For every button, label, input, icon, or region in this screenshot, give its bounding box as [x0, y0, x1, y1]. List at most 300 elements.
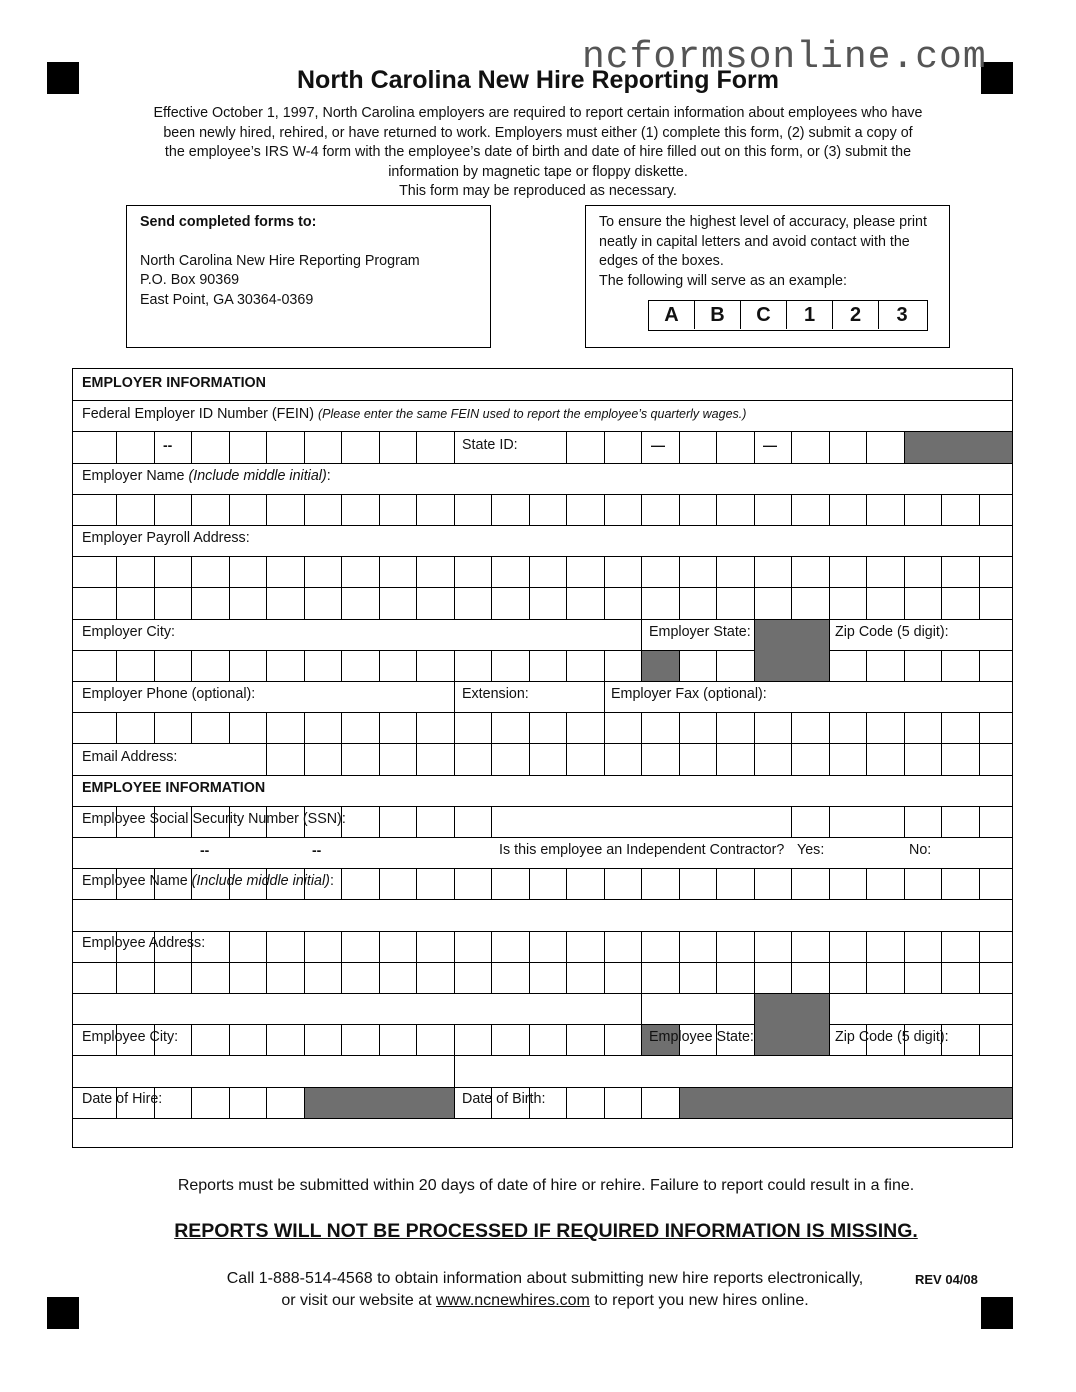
- grid-cell-divider: [941, 806, 942, 837]
- grid-cell-divider: [829, 494, 830, 525]
- grid-cell-divider: [379, 650, 380, 681]
- fein-note: (Please enter the same FEIN used to report the employee’s quarterly wages.): [317, 407, 747, 421]
- grid-cell-divider: [641, 494, 642, 525]
- grid-cell-divider: [304, 712, 305, 743]
- ssn-dash: --: [200, 842, 210, 858]
- grid-cell-divider: [679, 931, 680, 962]
- grid-line: [73, 1055, 1012, 1056]
- email-label: Email Address:: [82, 749, 178, 765]
- grid-cell-divider: [566, 868, 567, 899]
- grid-line: [73, 587, 1012, 588]
- grid-line: [73, 650, 1012, 651]
- grid-cell-divider: [529, 650, 530, 681]
- intro-line: information by magnetic tape or floppy diskette.: [388, 163, 688, 180]
- grid-cell-divider: [979, 806, 980, 837]
- form-title: North Carolina New Hire Reporting Form: [297, 66, 779, 94]
- grid-cell-divider: [566, 743, 567, 774]
- grid-cell-divider: [341, 931, 342, 962]
- grid-cell-divider: [941, 650, 942, 681]
- grid-line: [73, 1118, 1012, 1119]
- registration-mark-bottom-left: [47, 1297, 79, 1329]
- grid-cell-divider: [941, 494, 942, 525]
- missing-info-warning: REPORTS WILL NOT BE PROCESSED IF REQUIRED INFORMATION IS MISSING.: [174, 1220, 918, 1242]
- grid-cell-divider: [904, 712, 905, 743]
- grid-cell-divider: [716, 931, 717, 962]
- grid-cell-divider: [679, 494, 680, 525]
- grid-cell-divider: [454, 962, 455, 993]
- grid-cell-divider: [679, 650, 680, 681]
- grid-cell-divider: [904, 806, 905, 837]
- extension-label: Extension:: [462, 686, 529, 702]
- grid-cell-divider: [754, 868, 755, 899]
- grid-cell-divider: [229, 962, 230, 993]
- fein-dash: --: [163, 437, 173, 453]
- grid-cell-divider: [116, 650, 117, 681]
- ssn-dash: --: [312, 842, 322, 858]
- grid-cell-divider: [716, 743, 717, 774]
- grid-cell-divider: [304, 1024, 305, 1055]
- grid-cell-divider: [229, 931, 230, 962]
- grid-cell-divider: [341, 556, 342, 587]
- website-link[interactable]: www.ncnewhires.com: [436, 1292, 590, 1309]
- grid-cell-divider: [979, 712, 980, 743]
- grid-section-divider: [604, 681, 605, 712]
- grid-cell-divider: [941, 743, 942, 774]
- grid-cell-divider: [416, 743, 417, 774]
- grid-cell-divider: [641, 743, 642, 774]
- grid-line: [73, 899, 1012, 900]
- grid-cell-divider: [266, 650, 267, 681]
- grid-cell-divider: [716, 650, 717, 681]
- grid-line: [73, 681, 1012, 682]
- example-boxes: [648, 300, 928, 331]
- grid-cell-divider: [604, 431, 605, 462]
- grid-cell-divider: [866, 868, 867, 899]
- grid-cell-divider: [229, 431, 230, 462]
- grid-cell-divider: [116, 962, 117, 993]
- grid-cell-divider: [191, 494, 192, 525]
- grid-cell-divider: [116, 431, 117, 462]
- grid-cell-divider: [866, 494, 867, 525]
- grid-cell-divider: [904, 743, 905, 774]
- grid-cell-divider: [566, 962, 567, 993]
- grid-cell-divider: [379, 743, 380, 774]
- grid-cell-divider: [266, 587, 267, 618]
- grid-line: [73, 712, 1012, 713]
- grid-cell-divider: [416, 712, 417, 743]
- grid-cell-divider: [679, 868, 680, 899]
- grid-cell-divider: [566, 587, 567, 618]
- grid-cell-divider: [416, 494, 417, 525]
- grid-cell-divider: [229, 587, 230, 618]
- grid-cell-divider: [641, 712, 642, 743]
- grid-line: [73, 743, 1012, 744]
- grid-cell-divider: [454, 1087, 455, 1118]
- grid-cell-divider: [829, 431, 830, 462]
- grid-line: [73, 931, 1012, 932]
- grid-cell-divider: [904, 556, 905, 587]
- grid-cell-divider: [566, 931, 567, 962]
- grid-cell-divider: [379, 712, 380, 743]
- contractor-no-label: No:: [909, 842, 932, 858]
- example-char: A: [649, 301, 695, 329]
- grid-cell-divider: [304, 650, 305, 681]
- grid-cell-divider: [791, 431, 792, 462]
- grid-cell-divider: [791, 712, 792, 743]
- grid-cell-divider: [154, 431, 155, 462]
- grid-cell-divider: [266, 1024, 267, 1055]
- deadline-notice: Reports must be submitted within 20 days of date of hire or rehire. Failure to report could result in a fine.: [177, 1177, 915, 1194]
- grid-cell-divider: [304, 931, 305, 962]
- grid-cell-divider: [454, 650, 455, 681]
- grid-cell-divider: [416, 1024, 417, 1055]
- grid-cell-divider: [416, 650, 417, 681]
- grid-cell-divider: [604, 712, 605, 743]
- grid-cell-divider: [491, 712, 492, 743]
- grid-cell-divider: [154, 494, 155, 525]
- grid-cell-divider: [229, 1024, 230, 1055]
- grid-cell-divider: [716, 431, 717, 462]
- grid-cell-divider: [416, 868, 417, 899]
- grid-cell-divider: [191, 431, 192, 462]
- grid-cell-divider: [604, 556, 605, 587]
- employee-name-label: Employee Name (Include middle initial):: [82, 873, 334, 889]
- grid-cell-divider: [379, 868, 380, 899]
- grid-section-divider: [454, 681, 455, 712]
- grid-cell-divider: [266, 743, 267, 774]
- grid-cell-divider: [229, 712, 230, 743]
- grid-cell-divider: [754, 931, 755, 962]
- grid-cell-divider: [754, 556, 755, 587]
- grid-cell-divider: [604, 587, 605, 618]
- grid-cell-divider: [904, 587, 905, 618]
- grid-cell-divider: [979, 1024, 980, 1055]
- employer-state-label: Employer State:: [649, 624, 751, 640]
- grid-cell-divider: [566, 556, 567, 587]
- grid-cell-divider: [529, 931, 530, 962]
- grid-cell-divider: [904, 962, 905, 993]
- grid-cell-divider: [341, 962, 342, 993]
- grid-cell-divider: [904, 868, 905, 899]
- grid-cell-divider: [679, 587, 680, 618]
- grid-cell-divider: [791, 806, 792, 837]
- grid-section-divider: [829, 619, 830, 650]
- grid-line: [73, 837, 1012, 838]
- grid-cell-divider: [716, 556, 717, 587]
- date-of-hire-label: Date of Hire:: [82, 1091, 163, 1107]
- grid-cell-divider: [416, 431, 417, 462]
- grid-cell-divider: [154, 712, 155, 743]
- grid-cell-divider: [116, 556, 117, 587]
- employer-info-header: EMPLOYER INFORMATION: [82, 375, 267, 391]
- grid-cell-divider: [979, 494, 980, 525]
- grid-cell-divider: [154, 650, 155, 681]
- grid-cell-divider: [941, 931, 942, 962]
- grid-cell-divider: [791, 743, 792, 774]
- employer-city-label: Employer City:: [82, 624, 175, 640]
- grid-cell-divider: [454, 743, 455, 774]
- grid-cell-divider: [604, 931, 605, 962]
- grid-cell-divider: [941, 712, 942, 743]
- employee-info-header: EMPLOYEE INFORMATION: [82, 780, 266, 796]
- employer-payroll-address-label: Employer Payroll Address:: [82, 530, 250, 546]
- grid-cell-divider: [379, 1024, 380, 1055]
- grid-cell-divider: [191, 962, 192, 993]
- grid-cell-divider: [154, 587, 155, 618]
- grid-cell-divider: [941, 556, 942, 587]
- grid-cell-divider: [229, 650, 230, 681]
- grid-cell-divider: [866, 743, 867, 774]
- grid-line: [73, 619, 1012, 620]
- grid-cell-divider: [754, 431, 755, 462]
- accuracy-text-line: edges of the boxes.: [599, 253, 724, 269]
- grid-cell-divider: [116, 712, 117, 743]
- grid-cell-divider: [116, 494, 117, 525]
- state-id-dash: —: [651, 437, 665, 453]
- new-hire-form: [72, 368, 1013, 1148]
- grid-cell-divider: [679, 431, 680, 462]
- grid-cell-divider: [416, 962, 417, 993]
- grid-cell-divider: [454, 431, 455, 462]
- grid-cell-divider: [641, 431, 642, 462]
- visit-line: or visit our website at www.ncnewhires.com to report you new hires online.: [281, 1292, 809, 1309]
- grid-cell-divider: [716, 712, 717, 743]
- grid-cell-divider: [304, 431, 305, 462]
- grid-cell-divider: [641, 962, 642, 993]
- grid-cell-divider: [529, 868, 530, 899]
- contact-info: [200, 1268, 890, 1312]
- grid-cell-divider: [754, 743, 755, 774]
- ssn-label: Employee Social Security Number (SSN):: [82, 811, 346, 827]
- grid-cell-divider: [716, 962, 717, 993]
- grid-section-divider: [641, 993, 642, 1024]
- grid-cell-divider: [379, 587, 380, 618]
- intro-line: the employee’s IRS W-4 form with the employee’s date of birth and date of hire filled out on this form, or (3) submit the: [164, 144, 912, 160]
- grid-cell-divider: [154, 556, 155, 587]
- grid-cell-divider: [604, 962, 605, 993]
- grid-cell-divider: [641, 1087, 642, 1118]
- state-id-label: State ID:: [462, 437, 518, 453]
- grid-cell-divider: [566, 494, 567, 525]
- grid-cell-divider: [454, 587, 455, 618]
- grid-cell-divider: [229, 556, 230, 587]
- grid-cell-divider: [379, 494, 380, 525]
- grid-cell-divider: [866, 587, 867, 618]
- grid-cell-divider: [229, 494, 230, 525]
- grid-cell-divider: [116, 587, 117, 618]
- grid-cell-divider: [791, 494, 792, 525]
- grid-cell-divider: [641, 931, 642, 962]
- grid-line: [73, 494, 1012, 495]
- grid-cell-divider: [154, 962, 155, 993]
- shaded-cell: [642, 651, 679, 681]
- grid-cell-divider: [341, 743, 342, 774]
- grid-cell-divider: [566, 1024, 567, 1055]
- grid-cell-divider: [979, 743, 980, 774]
- grid-cell-divider: [866, 712, 867, 743]
- grid-cell-divider: [491, 650, 492, 681]
- grid-section-divider: [829, 993, 830, 1024]
- grid-cell-divider: [829, 556, 830, 587]
- grid-cell-divider: [491, 556, 492, 587]
- grid-cell-divider: [866, 431, 867, 462]
- grid-cell-divider: [191, 650, 192, 681]
- grid-cell-divider: [604, 650, 605, 681]
- grid-cell-divider: [716, 868, 717, 899]
- grid-line: [73, 868, 1012, 869]
- grid-line: [73, 775, 1012, 776]
- grid-cell-divider: [904, 931, 905, 962]
- grid-cell-divider: [379, 556, 380, 587]
- grid-cell-divider: [641, 868, 642, 899]
- grid-cell-divider: [791, 587, 792, 618]
- grid-cell-divider: [566, 712, 567, 743]
- example-char: 1: [787, 301, 833, 329]
- grid-cell-divider: [454, 806, 455, 837]
- grid-cell-divider: [266, 556, 267, 587]
- call-line: Call 1-888-514-4568 to obtain information about submitting new hire reports electronically,: [226, 1270, 864, 1287]
- grid-cell-divider: [191, 712, 192, 743]
- grid-cell-divider: [491, 743, 492, 774]
- grid-cell-divider: [941, 587, 942, 618]
- grid-cell-divider: [941, 962, 942, 993]
- grid-cell-divider: [491, 962, 492, 993]
- grid-cell-divider: [979, 587, 980, 618]
- grid-section-divider: [454, 1055, 455, 1086]
- grid-cell-divider: [379, 431, 380, 462]
- grid-cell-divider: [266, 494, 267, 525]
- grid-section-divider: [641, 619, 642, 650]
- grid-cell-divider: [604, 1087, 605, 1118]
- date-of-birth-label: Date of Birth:: [462, 1091, 546, 1107]
- employer-zip-label: Zip Code (5 digit):: [835, 624, 949, 640]
- grid-cell-divider: [341, 431, 342, 462]
- grid-cell-divider: [679, 556, 680, 587]
- grid-cell-divider: [341, 587, 342, 618]
- grid-line: [73, 463, 1012, 464]
- contractor-yes-label: Yes:: [797, 842, 825, 858]
- grid-cell-divider: [604, 494, 605, 525]
- grid-cell-divider: [941, 868, 942, 899]
- grid-cell-divider: [566, 650, 567, 681]
- grid-cell-divider: [341, 712, 342, 743]
- accuracy-text-line: The following will serve as an example:: [599, 272, 847, 289]
- accuracy-text-line: neatly in capital letters and avoid contact with the: [599, 233, 910, 250]
- intro-line: This form may be reproduced as necessary.: [399, 183, 677, 199]
- intro-text: [150, 104, 926, 202]
- grid-cell-divider: [529, 962, 530, 993]
- grid-cell-divider: [791, 931, 792, 962]
- state-id-dash: —: [763, 437, 777, 453]
- grid-cell-divider: [866, 650, 867, 681]
- grid-cell-divider: [866, 962, 867, 993]
- grid-cell-divider: [529, 712, 530, 743]
- grid-cell-divider: [529, 1024, 530, 1055]
- grid-cell-divider: [191, 587, 192, 618]
- intro-line: been newly hired, rehired, or have returned to work. Employers must either (1) complete this form, (2) submit a copy of: [163, 124, 913, 141]
- grid-cell-divider: [791, 556, 792, 587]
- grid-cell-divider: [641, 587, 642, 618]
- grid-cell-divider: [716, 587, 717, 618]
- grid-cell-divider: [641, 556, 642, 587]
- grid-cell-divider: [529, 743, 530, 774]
- accuracy-text-line: To ensure the highest level of accuracy, please print: [599, 214, 927, 230]
- grid-cell-divider: [304, 587, 305, 618]
- grid-cell-divider: [529, 556, 530, 587]
- grid-cell-divider: [454, 494, 455, 525]
- grid-cell-divider: [266, 962, 267, 993]
- grid-cell-divider: [791, 868, 792, 899]
- grid-cell-divider: [491, 587, 492, 618]
- grid-cell-divider: [229, 1087, 230, 1118]
- grid-line: [73, 1024, 1012, 1025]
- grid-cell-divider: [191, 556, 192, 587]
- grid-cell-divider: [266, 931, 267, 962]
- intro-line: Effective October 1, 1997, North Carolina employers are required to report certain information about employees who have: [153, 105, 923, 121]
- grid-cell-divider: [304, 743, 305, 774]
- grid-cell-divider: [904, 650, 905, 681]
- grid-line: [73, 993, 1012, 994]
- employer-name-label: Employer Name (Include middle initial):: [82, 468, 331, 484]
- watermark: ncformsonline.com: [582, 36, 987, 79]
- employer-fax-label: Employer Fax (optional):: [611, 686, 767, 702]
- grid-cell-divider: [491, 1024, 492, 1055]
- grid-cell-divider: [679, 962, 680, 993]
- example-char: 2: [833, 301, 879, 329]
- grid-cell-divider: [791, 962, 792, 993]
- grid-cell-divider: [454, 712, 455, 743]
- grid-cell-divider: [491, 494, 492, 525]
- example-char: C: [741, 301, 787, 329]
- grid-cell-divider: [979, 868, 980, 899]
- grid-cell-divider: [191, 1087, 192, 1118]
- grid-cell-divider: [304, 962, 305, 993]
- example-char: 3: [896, 303, 908, 326]
- grid-cell-divider: [829, 650, 830, 681]
- send-address-line: East Point, GA 30364-0369: [140, 291, 314, 308]
- grid-line: [73, 400, 1012, 401]
- employee-zip-label: Zip Code (5 digit):: [835, 1029, 949, 1045]
- grid-line: [73, 525, 1012, 526]
- grid-cell-divider: [266, 712, 267, 743]
- grid-cell-divider: [266, 431, 267, 462]
- grid-cell-divider: [491, 806, 492, 837]
- grid-cell-divider: [829, 743, 830, 774]
- grid-cell-divider: [604, 743, 605, 774]
- grid-cell-divider: [829, 962, 830, 993]
- grid-cell-divider: [829, 806, 830, 837]
- grid-cell-divider: [866, 931, 867, 962]
- grid-cell-divider: [529, 494, 530, 525]
- employee-state-label: Employee State:: [649, 1029, 754, 1045]
- shaded-cell: [305, 1088, 454, 1118]
- grid-line: [73, 962, 1012, 963]
- grid-cell-divider: [679, 712, 680, 743]
- grid-cell-divider: [416, 587, 417, 618]
- grid-cell-divider: [754, 494, 755, 525]
- grid-cell-divider: [829, 931, 830, 962]
- employee-city-label: Employee City:: [82, 1029, 179, 1045]
- grid-cell-divider: [266, 1087, 267, 1118]
- grid-cell-divider: [416, 556, 417, 587]
- grid-cell-divider: [716, 494, 717, 525]
- grid-cell-divider: [754, 962, 755, 993]
- shaded-cell: [755, 620, 829, 681]
- grid-cell-divider: [979, 650, 980, 681]
- grid-cell-divider: [379, 962, 380, 993]
- registration-mark-bottom-right: [981, 1297, 1013, 1329]
- grid-cell-divider: [754, 587, 755, 618]
